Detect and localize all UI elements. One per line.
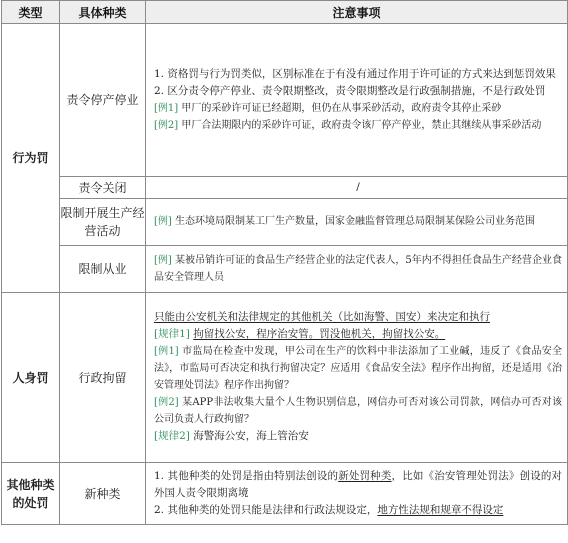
example-tag: [例2] bbox=[154, 397, 179, 408]
notes-cell bbox=[146, 246, 568, 293]
header-type: 类型 bbox=[2, 1, 60, 24]
type-cell-personal: 人身罚 bbox=[2, 293, 60, 463]
kind-cell: 限制开展生产经营活动 bbox=[60, 199, 146, 246]
kind-cell: 行政拘留 bbox=[60, 293, 146, 463]
table-header-row bbox=[2, 1, 568, 24]
kind-cell: 责令关闭 bbox=[60, 177, 146, 199]
example-tag: [例1] bbox=[154, 102, 179, 114]
table-row bbox=[2, 177, 568, 199]
rule-tag: [规律2] bbox=[154, 430, 190, 442]
table-row bbox=[2, 293, 568, 463]
kind-cell: 责令停产停业 bbox=[60, 24, 146, 177]
header-kind: 具体种类 bbox=[60, 1, 146, 24]
table-row bbox=[2, 199, 568, 246]
note-line: 1. 其他种类的处罚是指由特别法创设的新处罚种类，比如《治安管理处罚法》创设的对外国人责令限期离境 bbox=[154, 469, 563, 499]
rule-line: [规律1] 拘留找公安，程序治安管。罚没他机关，拘留找公安。 bbox=[154, 328, 446, 340]
type-cell-other: 其他种类 的处罚 bbox=[2, 463, 60, 525]
kind-cell: 限制从业 bbox=[60, 246, 146, 293]
notes-cell bbox=[146, 24, 568, 177]
kind-cell: 新种类 bbox=[60, 463, 146, 525]
example-tag: [例] bbox=[154, 254, 172, 266]
example-line: [例2] 甲厂合法期限内的采砂许可证，政府责令该厂停产停业，禁止其继续从事采砂活动 bbox=[154, 119, 542, 131]
note-line: 1. 资格罚与行为罚类似，区别标准在于有没有通过作用于许可证的方式来达到惩罚效果 bbox=[154, 67, 556, 80]
rule-tag: [规律1] bbox=[154, 328, 190, 340]
table-row bbox=[2, 246, 568, 293]
example-line: [例1] 甲厂的采砂许可证已经超期，但仍在从事采砂活动，政府责令其停止采砂 bbox=[154, 102, 502, 114]
type-cell-behavior: 行为罚 bbox=[2, 24, 60, 293]
example-line: [例1] 市监局在检查中发现，甲公司在生产的饮料中非法添加了工业碱，违反了《食品安全法》，市监局可否决定和执行拘留决定？应适用《食品安全法》程序作出拘留，还是适用《治安管理处罚法》程序作出拘留？ bbox=[154, 346, 562, 391]
table-row bbox=[2, 463, 568, 525]
rule-line: [规律2] 海警海公安，海上管治安 bbox=[154, 430, 309, 442]
table-row bbox=[2, 24, 568, 177]
note-line: 2. 其他种类的处罚只能是法律和行政法规设定，地方性法规和规章不得设定 bbox=[154, 503, 504, 516]
notes-cell bbox=[146, 199, 568, 246]
example-line: [例] 某被吊销许可证的食品生产经营企业的法定代表人，5年内不得担任食品生产经营企业食品安全管理人员 bbox=[154, 254, 562, 283]
notes-cell bbox=[146, 293, 568, 463]
example-tag: [例2] bbox=[154, 119, 179, 131]
example-tag: [例] bbox=[154, 216, 172, 227]
notes-cell: / bbox=[146, 177, 568, 199]
note-line: 只能由公安机关和法律规定的其他机关（比如海警、国安）来决定和执行 bbox=[154, 311, 490, 323]
notes-cell bbox=[146, 463, 568, 525]
example-line: [例] 生态环境局限制某工厂生产数量，国家金融监督管理总局限制某保险公司业务范围 bbox=[154, 216, 535, 227]
note-line: 2. 区分责令停产停业、责令限期整改，责令限期整改是行政强制措施，不是行政处罚 bbox=[154, 84, 546, 97]
header-notes: 注意事项 bbox=[146, 1, 568, 24]
example-tag: [例1] bbox=[154, 346, 179, 357]
example-line: [例2] 某APP非法收集大量个人生物识别信息，网信办可否对该公司罚款，网信办可否对该公司负责人行政拘留？ bbox=[154, 397, 563, 425]
penalty-table bbox=[1, 0, 568, 525]
